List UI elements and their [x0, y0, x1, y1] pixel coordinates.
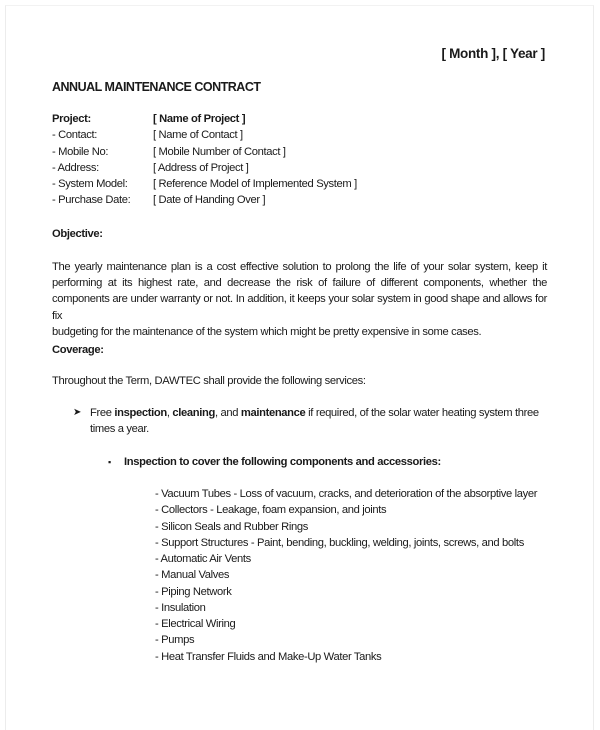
service-cleaning: cleaning — [172, 407, 215, 419]
component-item: - Manual Valves — [155, 569, 230, 581]
objective-line: The yearly maintenance plan is a cost effective solution to prolong the life of your solar system, keep it — [52, 261, 547, 273]
component-item: - Vacuum Tubes - Loss of vacuum, cracks, and deterioration of the absorptive layer — [155, 488, 538, 500]
document-page — [5, 5, 594, 730]
service-line-2: times a year. — [90, 423, 149, 435]
component-item: - Support Structures - Paint, bending, buckling, welding, joints, screws, and bolts — [155, 537, 524, 549]
component-item: - Collectors - Leakage, foam expansion, and joints — [155, 504, 387, 516]
project-value: [ Name of Project ] — [153, 113, 246, 125]
system-model-value: [ Reference Model of Implemented System ] — [153, 178, 357, 190]
address-value: [ Address of Project ] — [153, 162, 249, 174]
arrow-bullet-icon: ➤ — [73, 407, 82, 418]
coverage-intro: Throughout the Term, DAWTEC shall provide the following services: — [52, 375, 366, 387]
component-item: - Insulation — [155, 602, 206, 614]
objective-line: budgeting for the maintenance of the system which might be pretty expensive in some cases. — [52, 325, 482, 338]
purchase-date-label: - Purchase Date: — [52, 194, 131, 206]
component-item: - Pumps — [155, 634, 195, 646]
objective-heading: Objective: — [52, 228, 103, 240]
service-text: , — [166, 407, 173, 419]
component-item: - Automatic Air Vents — [155, 553, 251, 565]
component-item: - Heat Transfer Fluids and Make-Up Water Tanks — [155, 651, 382, 663]
coverage-heading: Coverage: — [52, 344, 104, 356]
service-text: Free — [90, 407, 115, 419]
component-item: - Electrical Wiring — [155, 618, 236, 630]
service-inspection: inspection — [114, 407, 167, 419]
project-label: Project: — [52, 113, 91, 125]
square-bullet-icon: ▪ — [108, 457, 111, 467]
objective-line: performing at its highest rate, and decrease the risk of failure of different components, whether the — [52, 277, 547, 290]
mobile-value: [ Mobile Number of Contact ] — [153, 146, 286, 158]
contact-label: - Contact: — [52, 129, 97, 141]
mobile-label: - Mobile No: — [52, 146, 109, 158]
service-text: , and — [214, 407, 241, 419]
document-title: ANNUAL MAINTENANCE CONTRACT — [52, 80, 261, 94]
objective-line: components are under warranty or not. In addition, it keeps your solar system in good shape and allows for fix — [52, 293, 547, 322]
date-placeholder: [ Month ], [ Year ] — [441, 46, 545, 61]
objective-paragraph — [52, 259, 547, 340]
component-item: - Silicon Seals and Rubber Rings — [155, 521, 308, 533]
system-model-label: - System Model: — [52, 178, 128, 190]
address-label: - Address: — [52, 162, 99, 174]
purchase-date-value: [ Date of Handing Over ] — [153, 194, 266, 206]
inspection-heading: Inspection to cover the following components and accessories: — [124, 456, 441, 468]
service-text: if required, of the solar water heating system three — [305, 407, 539, 419]
contact-value: [ Name of Contact ] — [153, 129, 243, 141]
component-item: - Piping Network — [155, 586, 232, 598]
service-maintenance: maintenance — [240, 407, 306, 419]
service-line — [90, 406, 539, 420]
